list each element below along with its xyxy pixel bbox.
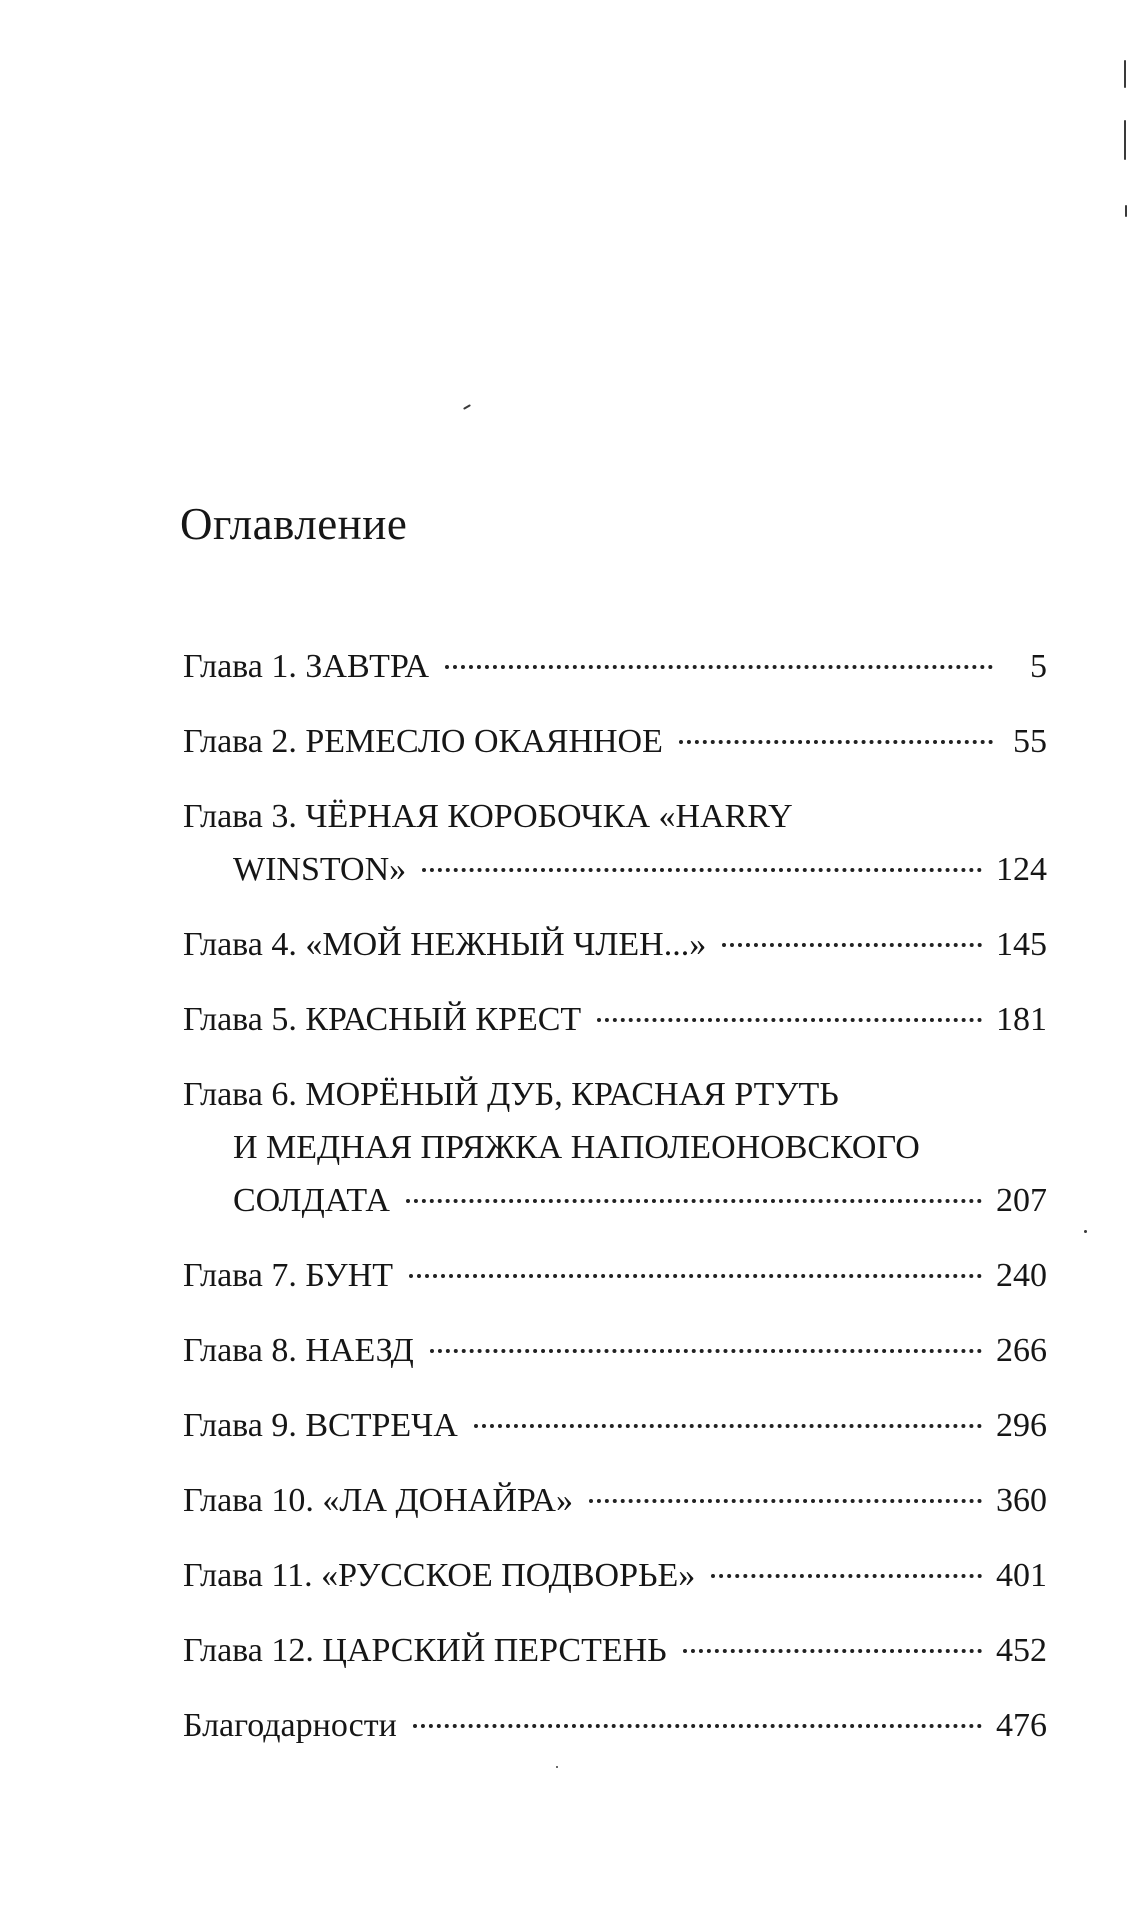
toc-entry [183, 1699, 1047, 1752]
dot-leader [683, 1649, 982, 1653]
toc-page-number: 5 [1030, 648, 1047, 685]
toc-title: Оглавление [180, 499, 408, 549]
toc-page-number: 240 [996, 1257, 1047, 1294]
toc-entry-text: Глава 9. ВСТРЕЧА [183, 1407, 458, 1444]
toc-entry [183, 1474, 1047, 1527]
dot-leader [589, 1499, 982, 1503]
toc-entry [183, 1624, 1047, 1677]
toc-entry-line [183, 843, 1047, 896]
dot-leader [422, 868, 982, 872]
toc-entry-text: И МЕДНАЯ ПРЯЖКА НАПОЛЕОНОВСКОГО [233, 1129, 920, 1166]
toc-entry-text: Глава 12. ЦАРСКИЙ ПЕРСТЕНЬ [183, 1632, 667, 1669]
dot-leader [722, 943, 982, 947]
toc-entry [183, 1249, 1047, 1302]
toc-entry-line [183, 1549, 1047, 1602]
toc-entry-line [183, 1249, 1047, 1302]
toc-page-number: 401 [996, 1557, 1047, 1594]
toc-page-number: 145 [996, 926, 1047, 963]
scan-speck [1084, 1230, 1087, 1233]
toc-page-number: 476 [996, 1707, 1047, 1744]
dot-leader [406, 1199, 982, 1203]
toc-page-number: 452 [996, 1632, 1047, 1669]
dot-leader [445, 665, 993, 669]
dot-leader [711, 1574, 982, 1578]
toc-entry-line [183, 640, 1047, 693]
toc-entry-line [183, 1174, 1047, 1227]
toc-page-number: 360 [996, 1482, 1047, 1519]
toc-entry-line [183, 1699, 1047, 1752]
toc-entry-text: WINSTON» [233, 851, 407, 888]
toc-entry-text: Глава 11. «РУССКОЕ ПОДВОРЬЕ» [183, 1557, 696, 1594]
scan-speck [1124, 60, 1126, 88]
toc-entry [183, 1549, 1047, 1602]
toc-entry-text: Глава 3. ЧЁРНАЯ КОРОБОЧКА «HARRY [183, 798, 793, 835]
toc-entry [183, 790, 1047, 896]
toc-entry-line [183, 993, 1047, 1046]
dot-leader [430, 1349, 982, 1353]
toc-entry-text: Глава 5. КРАСНЫЙ КРЕСТ [183, 1001, 582, 1038]
dot-leader [597, 1018, 982, 1022]
toc-page-number: 124 [996, 851, 1047, 888]
toc-page-number: 181 [996, 1001, 1047, 1038]
toc-page-number: 266 [996, 1332, 1047, 1369]
toc-entry [183, 1324, 1047, 1377]
toc-entry-text: Глава 4. «МОЙ НЕЖНЫЙ ЧЛЕН...» [183, 926, 707, 963]
toc-entry-line [183, 918, 1047, 971]
toc-page-number: 296 [996, 1407, 1047, 1444]
dot-leader [409, 1274, 982, 1278]
toc-entry-text: Глава 10. «ЛА ДОНАЙРА» [183, 1482, 573, 1519]
toc-entry [183, 640, 1047, 693]
toc-entry-text: Глава 8. НАЕЗД [183, 1332, 414, 1369]
scan-speck [463, 404, 471, 410]
toc-entry-text: Благодарности [183, 1707, 397, 1744]
dot-leader [413, 1724, 982, 1728]
toc-page-number: 207 [996, 1182, 1047, 1219]
toc-entry-line [183, 1399, 1047, 1452]
toc-entry-text: Глава 1. ЗАВТРА [183, 648, 430, 685]
toc-entry [183, 1068, 1047, 1227]
table-of-contents [183, 640, 1047, 1774]
toc-entry-text: СОЛДАТА [233, 1182, 390, 1219]
toc-entry-line [183, 1624, 1047, 1677]
scan-speck [1124, 120, 1126, 160]
toc-entry-text: Глава 7. БУНТ [183, 1257, 394, 1294]
toc-entry-text: Глава 6. МОРЁНЫЙ ДУБ, КРАСНАЯ РТУТЬ [183, 1076, 839, 1113]
toc-entry [183, 993, 1047, 1046]
toc-entry-line [183, 1324, 1047, 1377]
toc-entry-line [183, 1474, 1047, 1527]
dot-leader [679, 740, 993, 744]
toc-entry [183, 1399, 1047, 1452]
toc-page-number: 55 [1013, 723, 1047, 760]
toc-entry [183, 918, 1047, 971]
toc-entry-text: Глава 2. РЕМЕСЛО ОКАЯННОЕ [183, 723, 663, 760]
toc-entry [183, 715, 1047, 768]
scan-speck [1125, 205, 1127, 217]
toc-entry-line [183, 715, 1047, 768]
dot-leader [474, 1424, 982, 1428]
